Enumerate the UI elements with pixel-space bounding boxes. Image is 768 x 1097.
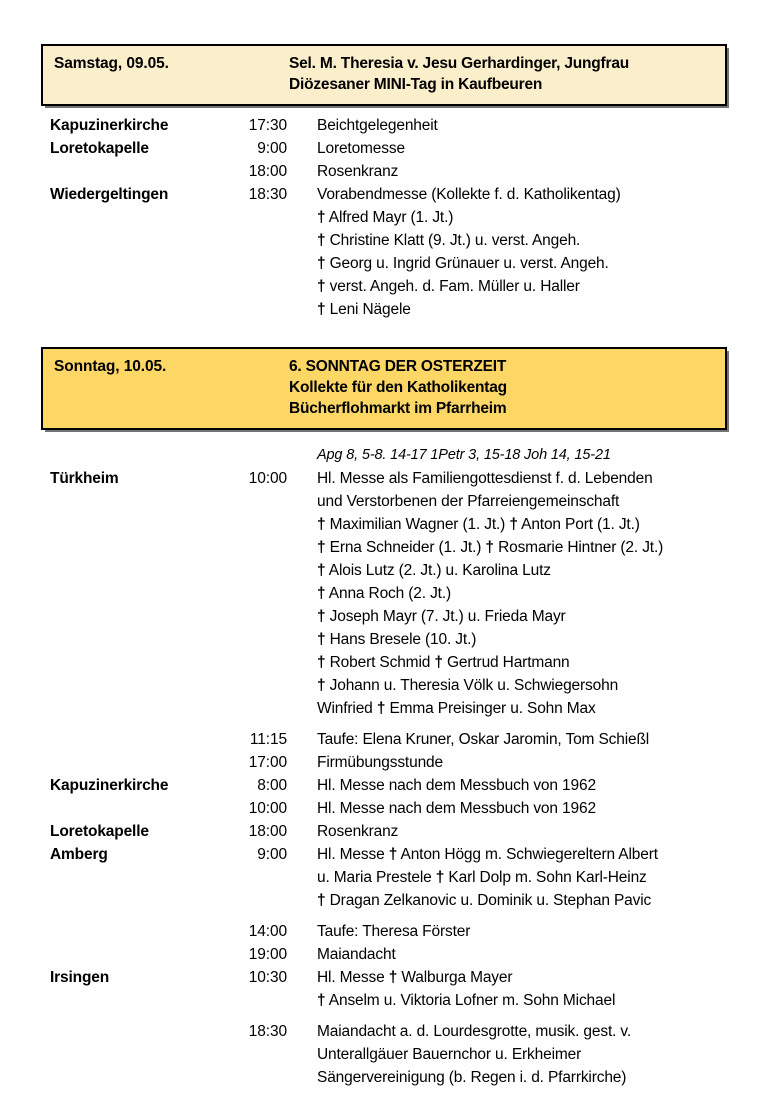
service-time: 18:00 bbox=[248, 823, 287, 840]
day-title-line: 6. SONNTAG DER OSTERZEIT bbox=[289, 358, 507, 375]
service-entry-row bbox=[41, 728, 727, 751]
service-detail-line: Hl. Messe † Anton Högg m. Schwiegereltern Albert bbox=[317, 846, 658, 863]
row-spacer bbox=[41, 720, 727, 728]
service-detail-line: † Alfred Mayr (1. Jt.) bbox=[317, 209, 454, 226]
service-detail-line: Winfried † Emma Preisinger u. Sohn Max bbox=[317, 700, 596, 717]
service-entry-row bbox=[41, 444, 727, 467]
service-detail-line: Rosenkranz bbox=[317, 163, 399, 180]
service-detail-line: Maiandacht a. d. Lourdesgrotte, musik. gest. v. bbox=[317, 1023, 632, 1040]
service-time: 11:15 bbox=[249, 731, 287, 748]
service-detail-line: Hl. Messe als Familiengottesdienst f. d. Lebenden bbox=[317, 470, 653, 487]
cross-icon: † bbox=[317, 585, 326, 602]
service-detail-line: Firmübungsstunde bbox=[317, 754, 443, 771]
service-place: Türkheim bbox=[50, 470, 119, 487]
service-time: 17:30 bbox=[248, 117, 287, 134]
service-detail-line: und Verstorbenen der Pfarreiengemeinschaft bbox=[317, 493, 620, 510]
service-detail bbox=[287, 920, 727, 943]
service-time: 8:00 bbox=[257, 777, 287, 794]
service-entry-row bbox=[41, 183, 727, 321]
service-detail-line: † Anselm u. Viktoria Lofner m. Sohn Michael bbox=[317, 992, 616, 1009]
service-time: 14:00 bbox=[248, 923, 287, 940]
service-time: 9:00 bbox=[257, 140, 287, 157]
service-place: Kapuzinerkirche bbox=[50, 777, 169, 794]
service-entry-row bbox=[41, 920, 727, 943]
cross-icon: † bbox=[317, 209, 326, 226]
service-entry-row bbox=[41, 137, 727, 160]
service-detail bbox=[287, 728, 727, 751]
service-time: 10:30 bbox=[248, 969, 287, 986]
service-detail bbox=[287, 467, 727, 720]
service-entry-list bbox=[41, 432, 727, 1097]
service-detail-line: † Erna Schneider (1. Jt.) † Rosmarie Hintner (2. Jt.) bbox=[317, 539, 664, 556]
service-time: 19:00 bbox=[248, 946, 287, 963]
service-detail bbox=[287, 943, 727, 966]
service-detail bbox=[287, 444, 727, 467]
service-detail-line: † Johann u. Theresia Völk u. Schwiegersohn bbox=[317, 677, 619, 694]
service-detail bbox=[287, 797, 727, 820]
service-detail-line: † Dragan Zelkanovic u. Dominik u. Stephan Pavic bbox=[317, 892, 652, 909]
scripture-reference: Apg 8, 5-8. 14-17 1Petr 3, 15-18 Joh 14, 15-21 bbox=[317, 447, 611, 463]
cross-icon: † bbox=[317, 232, 326, 249]
service-detail-line: † Robert Schmid † Gertrud Hartmann bbox=[317, 654, 570, 671]
cross-icon: † bbox=[317, 654, 326, 671]
cross-icon: † bbox=[388, 846, 398, 863]
service-detail-line: Hl. Messe nach dem Messbuch von 1962 bbox=[317, 777, 596, 794]
service-detail bbox=[287, 820, 727, 843]
service-detail-line: Hl. Messe † Walburga Mayer bbox=[317, 969, 513, 986]
service-detail bbox=[287, 966, 727, 1012]
cross-icon: † bbox=[388, 969, 398, 986]
service-entry-row bbox=[41, 797, 727, 820]
service-entry-row bbox=[41, 943, 727, 966]
service-time: 17:00 bbox=[248, 754, 287, 771]
service-detail-line: † Maximilian Wagner (1. Jt.) † Anton Port (1. Jt.) bbox=[317, 516, 640, 533]
service-detail bbox=[287, 114, 727, 137]
day-title-lines bbox=[289, 53, 725, 95]
service-entry-row bbox=[41, 751, 727, 774]
day-header-banner bbox=[41, 347, 727, 430]
service-entry-row bbox=[41, 820, 727, 843]
service-detail-line: † Christine Klatt (9. Jt.) u. verst. Angeh. bbox=[317, 232, 581, 249]
service-place: Wiedergeltingen bbox=[50, 186, 169, 203]
service-time: 10:00 bbox=[248, 800, 287, 817]
service-entry-row bbox=[41, 843, 727, 912]
service-detail-line: Vorabendmesse (Kollekte f. d. Katholikentag) bbox=[317, 186, 621, 203]
day-section bbox=[41, 44, 727, 347]
service-detail-line: Taufe: Elena Kruner, Oskar Jaromin, Tom Schießl bbox=[317, 731, 650, 748]
day-section bbox=[41, 347, 727, 1097]
service-time: 9:00 bbox=[257, 846, 287, 863]
service-detail bbox=[287, 183, 727, 321]
service-detail bbox=[287, 843, 727, 912]
service-time: 18:30 bbox=[248, 1023, 287, 1040]
service-entry-row bbox=[41, 966, 727, 1012]
service-detail-line: Loretomesse bbox=[317, 140, 405, 157]
cross-icon: † bbox=[317, 539, 326, 556]
service-detail-line: Rosenkranz bbox=[317, 823, 399, 840]
day-title-lines bbox=[289, 356, 725, 419]
row-spacer bbox=[41, 912, 727, 920]
service-detail-line: Hl. Messe nach dem Messbuch von 1962 bbox=[317, 800, 596, 817]
cross-icon: † bbox=[317, 278, 326, 295]
service-entry-row bbox=[41, 467, 727, 720]
service-detail-line: † Hans Bresele (10. Jt.) bbox=[317, 631, 477, 648]
row-spacer bbox=[41, 1012, 727, 1020]
cross-icon: † bbox=[317, 677, 326, 694]
service-detail-line: † Alois Lutz (2. Jt.) u. Karolina Lutz bbox=[317, 562, 551, 579]
section-spacer bbox=[41, 329, 727, 347]
service-detail-line: † Georg u. Ingrid Grünauer u. verst. Angeh. bbox=[317, 255, 609, 272]
service-place: Loretokapelle bbox=[50, 823, 149, 840]
cross-icon: † bbox=[485, 539, 494, 556]
row-spacer bbox=[41, 321, 727, 329]
cross-icon: † bbox=[317, 631, 326, 648]
service-entry-list bbox=[41, 108, 727, 329]
cross-icon: † bbox=[317, 301, 326, 318]
cross-icon: † bbox=[317, 516, 326, 533]
day-title-line: Kollekte für den Katholikentag bbox=[289, 379, 507, 396]
day-title-line: Sel. M. Theresia v. Jesu Gerhardinger, Jungfrau bbox=[289, 55, 630, 72]
service-entry-row bbox=[41, 114, 727, 137]
service-entry-row bbox=[41, 160, 727, 183]
day-date-label: Samstag, 09.05. bbox=[54, 55, 169, 72]
day-header-banner bbox=[41, 44, 727, 106]
day-date-label: Sonntag, 10.05. bbox=[54, 358, 167, 375]
service-time: 10:00 bbox=[248, 470, 287, 487]
cross-icon: † bbox=[376, 700, 386, 717]
service-place: Kapuzinerkirche bbox=[50, 117, 169, 134]
service-detail bbox=[287, 751, 727, 774]
service-detail-line: Taufe: Theresa Förster bbox=[317, 923, 471, 940]
cross-icon: † bbox=[434, 654, 443, 671]
service-detail bbox=[287, 137, 727, 160]
cross-icon: † bbox=[317, 255, 326, 272]
service-entry-row bbox=[41, 774, 727, 797]
service-detail-line: Unterallgäuer Bauernchor u. Erkheimer bbox=[317, 1046, 582, 1063]
service-detail-line: † Anna Roch (2. Jt.) bbox=[317, 585, 452, 602]
cross-icon: † bbox=[435, 869, 445, 886]
service-place: Loretokapelle bbox=[50, 140, 149, 157]
service-entry-row bbox=[41, 1020, 727, 1089]
cross-icon: † bbox=[317, 562, 326, 579]
service-detail bbox=[287, 774, 727, 797]
service-detail-line: u. Maria Prestele † Karl Dolp m. Sohn Karl-Heinz bbox=[317, 869, 647, 886]
day-sections-container bbox=[41, 44, 727, 1097]
cross-icon: † bbox=[317, 992, 326, 1009]
service-detail bbox=[287, 160, 727, 183]
service-place: Irsingen bbox=[50, 969, 110, 986]
cross-icon: † bbox=[317, 892, 326, 909]
service-detail-line: Beichtgelegenheit bbox=[317, 117, 438, 134]
service-detail-line: Maiandacht bbox=[317, 946, 396, 963]
service-time: 18:00 bbox=[248, 163, 287, 180]
service-place: Amberg bbox=[50, 846, 108, 863]
service-detail bbox=[287, 1020, 727, 1089]
day-title-line: Bücherflohmarkt im Pfarrheim bbox=[289, 400, 507, 417]
service-detail-line: † verst. Angeh. d. Fam. Müller u. Haller bbox=[317, 278, 580, 295]
cross-icon: † bbox=[509, 516, 518, 533]
service-detail-line: † Joseph Mayr (7. Jt.) u. Frieda Mayr bbox=[317, 608, 566, 625]
service-time: 18:30 bbox=[248, 186, 287, 203]
day-title-line: Diözesaner MINI-Tag in Kaufbeuren bbox=[289, 76, 543, 93]
service-detail-line: Sängervereinigung (b. Regen i. d. Pfarrkirche) bbox=[317, 1069, 627, 1086]
row-spacer bbox=[41, 1089, 727, 1097]
service-detail-line: † Leni Nägele bbox=[317, 301, 411, 318]
cross-icon: † bbox=[317, 608, 326, 625]
